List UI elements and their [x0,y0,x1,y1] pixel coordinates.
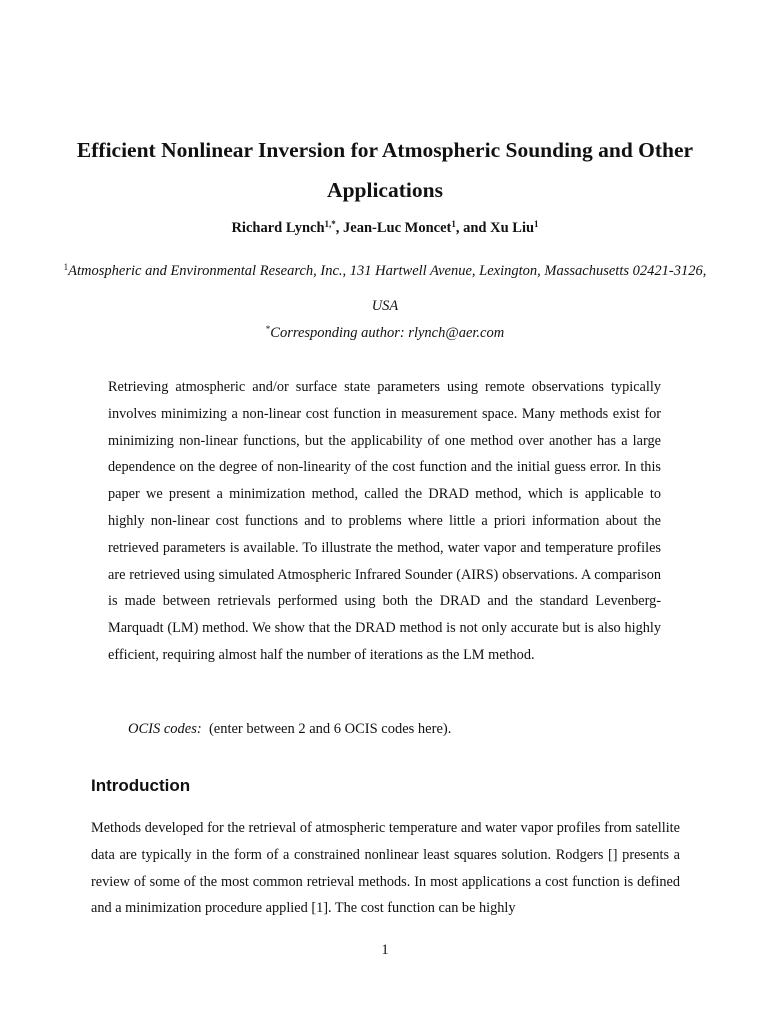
author-separator: , [335,220,344,236]
author-superscript: 1,* [324,219,336,229]
author-superscript: 1 [451,219,456,229]
author-separator: , and [455,220,491,236]
author-name: Jean-Luc Moncet [343,220,452,236]
ocis-text: (enter between 2 and 6 OCIS codes here). [208,721,452,737]
affiliation-superscript: 1 [63,262,69,272]
abstract: Retrieving atmospheric and/or surface state parameters using remote observations typically involves minimizing a non-linear cost function in measurement space. Many methods exist for minimizing non-linear functions, but the applicability of one method over another has a large dependence on the degree of non-linearity of the cost function and the initial guess error. In this paper we present a minimization method, called the DRAD method, which is applicable to highly non-linear cost functions and to problems where little a priori information about the retrieved parameters is available. To illustrate the method, water vapor and temperature profiles are retrieved using simulated Atmospheric Infrared Sounder (AIRS) observations. A comparison is made between retrievals performed using both the DRAD and the standard Levenberg-Marquadt (LM) method. We show that the DRAD method is not only accurate but is also highly efficient, requiring almost half the number of iterations as the LM method. [108,379,661,663]
corresponding-text: Corresponding author: rlynch@aer.com [270,325,505,341]
author-name: Xu Liu [490,220,535,236]
page-number: 1 [381,942,389,958]
corresponding-superscript: * [265,324,271,334]
introduction-paragraph: Methods developed for the retrieval of atmospheric temperature and water vapor profiles from satellite data are typically in the form of a constrained nonlinear least squares solution. Rodgers [] presents a review of some of the most common retrieval methods. In most applications a cost function is defined and a minimization procedure applied [1]. The cost function can be highly [91,820,680,917]
paper-title: Efficient Nonlinear Inversion for Atmospheric Sounding and Other Applications [76,138,694,203]
author-superscript: 1 [534,219,539,229]
author-name: Richard Lynch [231,220,325,236]
ocis-label: OCIS codes: [128,721,202,737]
corresponding-author [0,325,770,342]
section-heading-introduction: Introduction [91,776,191,795]
ocis-codes [128,721,451,738]
affiliation [60,254,710,324]
author-list [0,220,770,237]
affiliation-text: Atmospheric and Environmental Research, Inc., 131 Hartwell Avenue, Lexington, Massachusetts 02421-3126, USA [68,263,707,314]
